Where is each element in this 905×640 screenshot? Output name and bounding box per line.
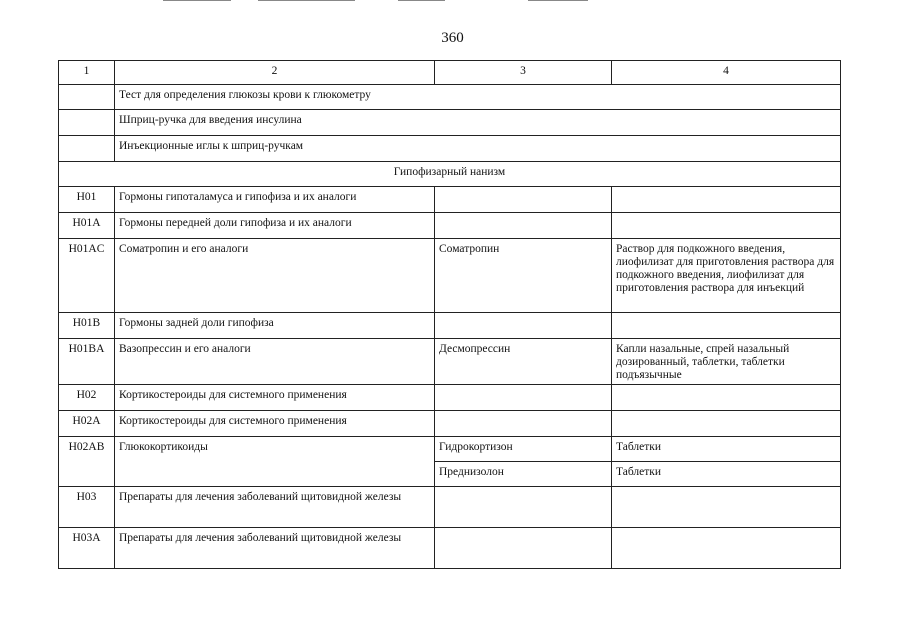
table-row [59, 187, 841, 213]
code-cell [59, 85, 115, 110]
form-cell: Капли назальные, спрей назальный дозированный, таблетки, таблетки подъязычные [612, 339, 841, 385]
device-cell: Тест для определения глюкозы крови к глюкометру [115, 85, 841, 110]
top-edge-mark [163, 0, 231, 1]
form-cell: Таблетки [612, 462, 841, 487]
name-cell: Кортикостероиды для системного применения [115, 385, 435, 411]
drug-cell [435, 411, 612, 437]
table-row [59, 85, 841, 110]
table-header-row [59, 61, 841, 85]
form-cell [612, 313, 841, 339]
table-row [59, 110, 841, 136]
form-cell [612, 213, 841, 239]
table-row [59, 313, 841, 339]
column-header: 1 [59, 61, 115, 85]
drug-cell [435, 528, 612, 569]
page-number: 360 [441, 30, 464, 46]
column-header: 2 [115, 61, 435, 85]
code-cell: H01BA [59, 339, 115, 385]
column-header: 4 [612, 61, 841, 85]
top-edge-mark [398, 0, 445, 1]
drug-cell [435, 385, 612, 411]
code-cell: H03 [59, 487, 115, 528]
table-row [59, 487, 841, 528]
drug-cell: Соматропин [435, 239, 612, 313]
table-row [59, 136, 841, 162]
form-cell: Таблетки [612, 437, 841, 462]
form-cell: Раствор для подкожного введения, лиофилизат для приготовления раствора для подкожного введения, лиофилизат для приготовления раствора для инъекций [612, 239, 841, 313]
code-cell: H02AB [59, 437, 115, 487]
name-cell: Препараты для лечения заболеваний щитовидной железы [115, 528, 435, 569]
name-cell: Гормоны гипоталамуса и гипофиза и их аналоги [115, 187, 435, 213]
code-cell: H02A [59, 411, 115, 437]
drug-table [58, 60, 841, 569]
table-row [59, 239, 841, 313]
code-cell: H01AC [59, 239, 115, 313]
section-title: Гипофизарный нанизм [59, 162, 841, 187]
top-edge-mark [258, 0, 355, 1]
table-row [59, 213, 841, 239]
column-header: 3 [435, 61, 612, 85]
table-row [59, 339, 841, 385]
drug-cell [435, 213, 612, 239]
table-row [59, 385, 841, 411]
section-row [59, 162, 841, 187]
top-edge-mark [528, 0, 588, 1]
drug-cell: Гидрокортизон [435, 437, 612, 462]
device-cell: Инъекционные иглы к шприц-ручкам [115, 136, 841, 162]
drug-cell [435, 187, 612, 213]
code-cell: H01A [59, 213, 115, 239]
name-cell: Кортикостероиды для системного применения [115, 411, 435, 437]
code-cell [59, 136, 115, 162]
name-cell: Гормоны передней доли гипофиза и их аналоги [115, 213, 435, 239]
name-cell: Гормоны задней доли гипофиза [115, 313, 435, 339]
table-row [59, 411, 841, 437]
name-cell: Соматропин и его аналоги [115, 239, 435, 313]
code-cell: H01 [59, 187, 115, 213]
code-cell: H03A [59, 528, 115, 569]
name-cell: Препараты для лечения заболеваний щитовидной железы [115, 487, 435, 528]
code-cell: H02 [59, 385, 115, 411]
name-cell: Вазопрессин и его аналоги [115, 339, 435, 385]
table-row [59, 437, 841, 462]
drug-cell: Десмопрессин [435, 339, 612, 385]
form-cell [612, 187, 841, 213]
form-cell [612, 528, 841, 569]
code-cell: H01B [59, 313, 115, 339]
drug-cell [435, 487, 612, 528]
code-cell [59, 110, 115, 136]
drug-cell [435, 313, 612, 339]
name-cell: Глюкокортикоиды [115, 437, 435, 487]
form-cell [612, 487, 841, 528]
table-row [59, 528, 841, 569]
form-cell [612, 385, 841, 411]
form-cell [612, 411, 841, 437]
drug-cell: Преднизолон [435, 462, 612, 487]
device-cell: Шприц-ручка для введения инсулина [115, 110, 841, 136]
